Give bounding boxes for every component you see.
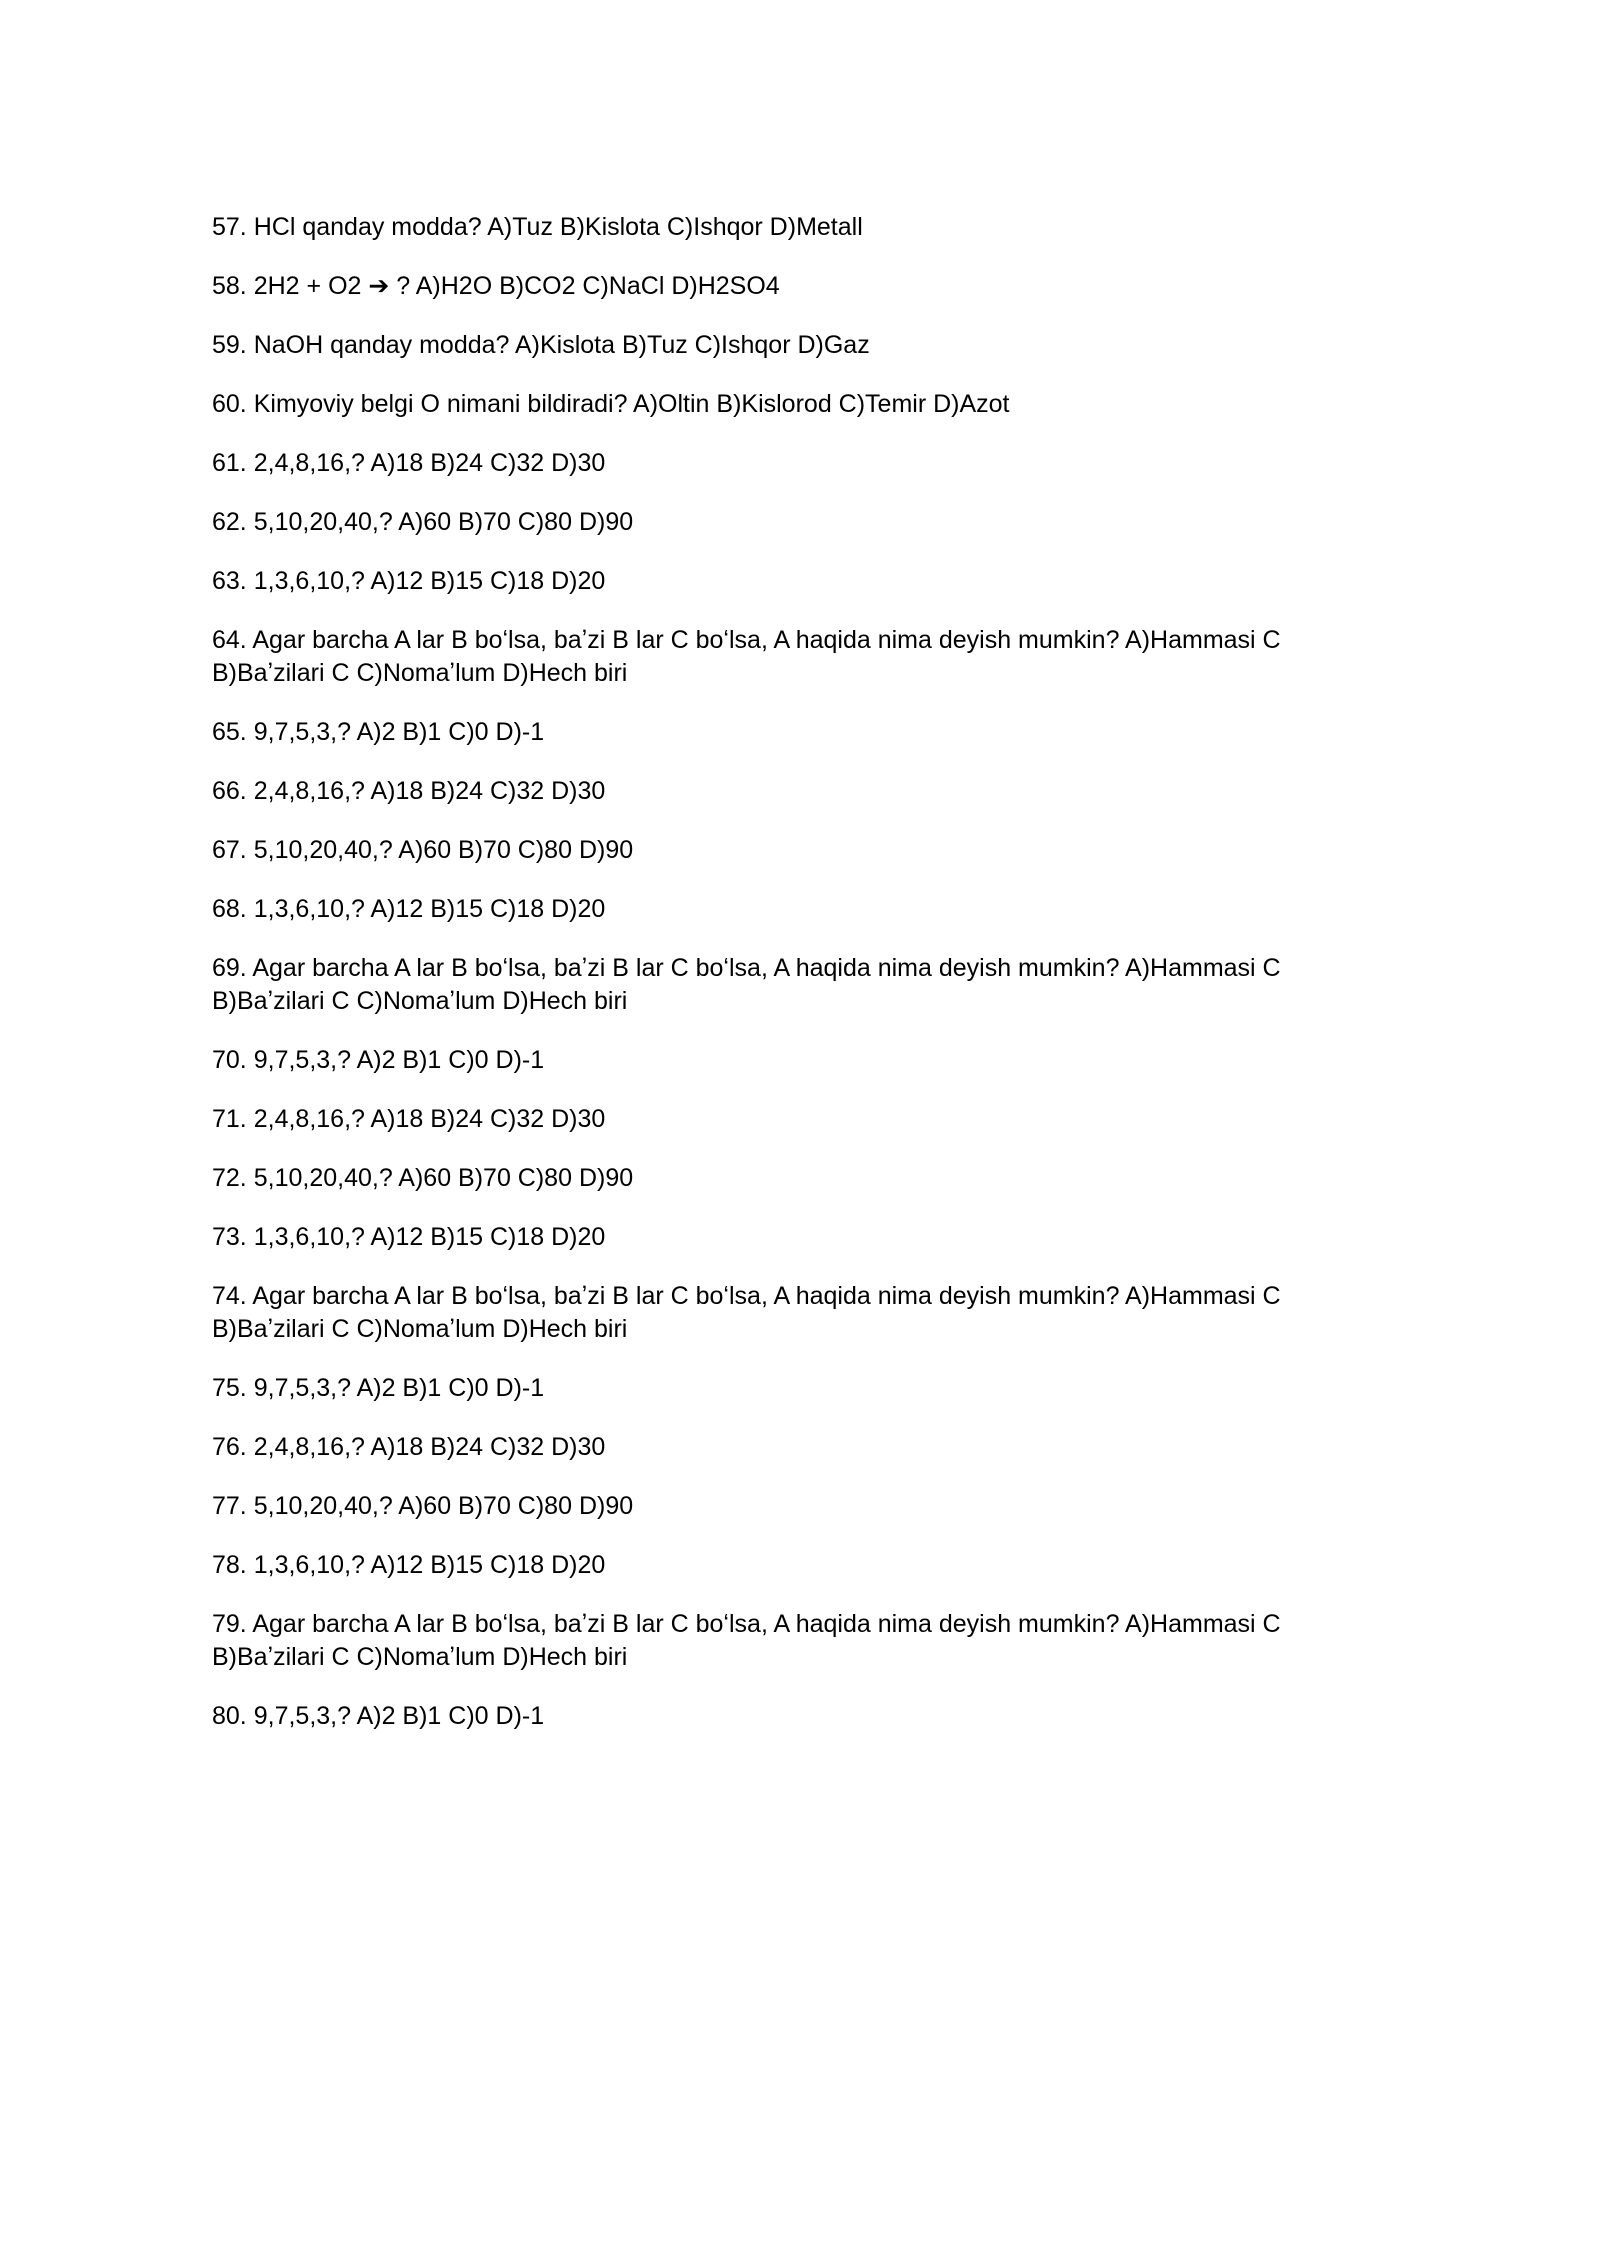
question-number: 78.: [212, 1551, 247, 1579]
question-item: [212, 834, 1392, 867]
question-item: [212, 1221, 1392, 1254]
question-text: HCl qanday modda? A)Tuz B)Kislota C)Ishqor D)Metall: [253, 213, 863, 241]
question-number: 66.: [212, 777, 247, 805]
question-text: 1,3,6,10,? A)12 B)15 C)18 D)20: [253, 1223, 606, 1251]
question-text: 1,3,6,10,? A)12 B)15 C)18 D)20: [253, 1551, 606, 1579]
question-text: Kimyoviy belgi O nimani bildiradi? A)Oltin B)Kislorod C)Temir D)Azot: [253, 390, 1010, 418]
question-number: 79.: [212, 1610, 247, 1638]
question-item: [212, 1372, 1392, 1405]
question-number: 74.: [212, 1282, 247, 1310]
question-text: Agar barcha A lar B boʻlsa, baʼzi B lar C boʻlsa, A haqida nima deyish mumkin? A)Hammasi C B)Baʼzilari C C)Nomaʼlum D)Hech biri: [212, 954, 1281, 1015]
question-item: [212, 270, 1392, 303]
question-number: 62.: [212, 508, 247, 536]
question-item: [212, 1103, 1392, 1136]
question-item: [212, 775, 1392, 808]
question-text: 2,4,8,16,? A)18 B)24 C)32 D)30: [253, 449, 606, 477]
question-number: 60.: [212, 390, 247, 418]
question-number: 69.: [212, 954, 247, 982]
question-item: [212, 1044, 1392, 1077]
question-item: [212, 1700, 1392, 1733]
question-item: [212, 1431, 1392, 1464]
question-item: [212, 447, 1392, 480]
question-number: 64.: [212, 626, 247, 654]
question-text: 2,4,8,16,? A)18 B)24 C)32 D)30: [253, 1433, 606, 1461]
question-item: [212, 506, 1392, 539]
question-text: Agar barcha A lar B boʻlsa, baʼzi B lar C boʻlsa, A haqida nima deyish mumkin? A)Hammasi C B)Baʼzilari C C)Nomaʼlum D)Hech biri: [212, 626, 1281, 687]
question-text: 9,7,5,3,? A)2 B)1 C)0 D)-1: [253, 718, 545, 746]
question-text: 1,3,6,10,? A)12 B)15 C)18 D)20: [253, 567, 606, 595]
question-text: 5,10,20,40,? A)60 B)70 C)80 D)90: [253, 1164, 634, 1192]
question-text: Agar barcha A lar B boʻlsa, baʼzi B lar C boʻlsa, A haqida nima deyish mumkin? A)Hammasi C B)Baʼzilari C C)Nomaʼlum D)Hech biri: [212, 1282, 1281, 1343]
question-number: 57.: [212, 213, 247, 241]
question-list: [212, 211, 1392, 1759]
question-text: 1,3,6,10,? A)12 B)15 C)18 D)20: [253, 895, 606, 923]
question-text: NaOH qanday modda? A)Kislota B)Tuz C)Ishqor D)Gaz: [253, 331, 870, 359]
question-item: [212, 716, 1392, 749]
question-text: 9,7,5,3,? A)2 B)1 C)0 D)-1: [253, 1702, 545, 1730]
question-item: [212, 1608, 1392, 1674]
question-number: 65.: [212, 718, 247, 746]
question-number: 67.: [212, 836, 247, 864]
question-item: [212, 565, 1392, 598]
question-item: [212, 211, 1392, 244]
question-number: 59.: [212, 331, 247, 359]
question-number: 63.: [212, 567, 247, 595]
question-number: 68.: [212, 895, 247, 923]
question-text: 2,4,8,16,? A)18 B)24 C)32 D)30: [253, 1105, 606, 1133]
question-number: 58.: [212, 272, 247, 300]
question-item: [212, 624, 1392, 690]
question-text: 5,10,20,40,? A)60 B)70 C)80 D)90: [253, 836, 634, 864]
question-item: [212, 1162, 1392, 1195]
question-number: 76.: [212, 1433, 247, 1461]
question-number: 72.: [212, 1164, 247, 1192]
question-number: 71.: [212, 1105, 247, 1133]
question-item: [212, 388, 1392, 421]
question-item: [212, 893, 1392, 926]
question-number: 61.: [212, 449, 247, 477]
question-number: 75.: [212, 1374, 247, 1402]
question-number: 77.: [212, 1492, 247, 1520]
question-text: 2,4,8,16,? A)18 B)24 C)32 D)30: [253, 777, 606, 805]
question-item: [212, 952, 1392, 1018]
question-text: 2H2 + O2 ➔ ? A)H2O B)CO2 C)NaCl D)H2SO4: [253, 272, 780, 300]
question-text: 5,10,20,40,? A)60 B)70 C)80 D)90: [253, 1492, 634, 1520]
question-number: 80.: [212, 1702, 247, 1730]
question-text: Agar barcha A lar B boʻlsa, baʼzi B lar C boʻlsa, A haqida nima deyish mumkin? A)Hammasi C B)Baʼzilari C C)Nomaʼlum D)Hech biri: [212, 1610, 1281, 1671]
question-number: 73.: [212, 1223, 247, 1251]
question-item: [212, 329, 1392, 362]
question-text: 9,7,5,3,? A)2 B)1 C)0 D)-1: [253, 1046, 545, 1074]
question-item: [212, 1280, 1392, 1346]
question-text: 5,10,20,40,? A)60 B)70 C)80 D)90: [253, 508, 634, 536]
question-item: [212, 1490, 1392, 1523]
question-text: 9,7,5,3,? A)2 B)1 C)0 D)-1: [253, 1374, 545, 1402]
question-item: [212, 1549, 1392, 1582]
question-number: 70.: [212, 1046, 247, 1074]
